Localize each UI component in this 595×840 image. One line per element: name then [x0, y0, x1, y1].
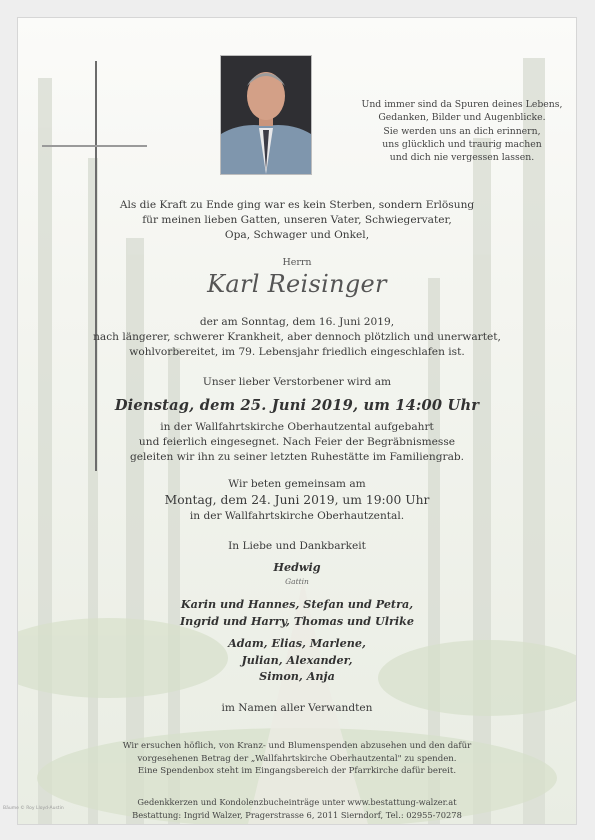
funeral-details-line: in der Wallfahrtskirche Oberhautzental aufgebahrt	[160, 421, 434, 433]
death-info-line: wohlvorbereitet, im 79. Lebensjahr friedlich eingeschlafen ist.	[129, 346, 465, 358]
obituary-card	[17, 17, 577, 825]
widow-name: Hedwig	[273, 560, 321, 574]
prayer-date: Montag, dem 24. Juni 2019, um 19:00 Uhr	[164, 493, 430, 507]
donation-line: Wir ersuchen höflich, von Kranz- und Blumenspenden abzusehen und den dafür	[122, 741, 472, 751]
death-info-line: nach längerer, schwerer Krankheit, aber dennoch plötzlich und unerwartet,	[93, 331, 501, 343]
death-info-line: der am Sonntag, dem 16. Juni 2019,	[199, 316, 395, 328]
prayer-intro: Wir beten gemeinsam am	[228, 478, 366, 490]
children-line: Karin und Hannes, Stefan und Petra,	[180, 597, 414, 611]
donation-note	[18, 740, 576, 778]
salutation: Herrn	[282, 257, 312, 268]
poem-line: und dich nie vergessen lassen.	[389, 152, 535, 164]
prayer-place: in der Wallfahrtskirche Oberhautzental.	[189, 510, 405, 522]
children-line: Ingrid und Harry, Thomas und Ulrike	[179, 613, 415, 628]
grandchildren-line: Adam, Elias, Marlene,	[228, 636, 366, 650]
intro-line: für meinen lieben Gatten, unseren Vater, Schwiegervater,	[142, 214, 452, 226]
intro-line: Als die Kraft zu Ende ging war es kein Sterben, sondern Erlösung	[119, 199, 475, 211]
mourners-closing: im Namen aller Verwandten	[221, 702, 373, 714]
funeral-details-line: und feierlich eingesegnet. Nach Feier der Begräbnismesse	[138, 436, 456, 448]
memorial-poem	[360, 98, 564, 164]
poem-line: uns glücklich und traurig machen	[382, 138, 542, 150]
intro-text	[18, 198, 576, 243]
funeral-date: Dienstag, dem 25. Juni 2019, um 14:00 Uhr	[114, 397, 480, 414]
funeral-details-line: geleiten wir ihn zu seiner letzten Ruhestätte im Familiengrab.	[129, 451, 465, 463]
grandchildren-line: Julian, Alexander,	[241, 652, 353, 667]
donation-line: vorgesehenen Betrag der „Wallfahrtskirche Oberhautzental" zu spenden.	[137, 753, 457, 764]
poem-line: Und immer sind da Spuren deines Lebens,	[361, 99, 563, 110]
image-credit: Bäume © Roy Lloyd-Austin	[3, 806, 64, 811]
poem-line: Sie werden uns an dich erinnern,	[383, 125, 541, 137]
footer-info	[18, 796, 576, 821]
grandchildren-list	[18, 635, 576, 685]
footer-line: Bestattung: Ingrid Walzer, Pragerstrasse 6, 2011 Sierndorf, Tel.: 02955-70278	[132, 809, 462, 820]
death-info	[18, 315, 576, 360]
deceased-name: Karl Reisinger	[207, 270, 387, 298]
grandchildren-line: Simon, Anja	[259, 669, 335, 683]
children-list	[18, 596, 576, 629]
poem-line: Gedanken, Bilder und Augenblicke.	[378, 112, 546, 124]
portrait-photo	[220, 55, 312, 175]
widow-role: Gattin	[285, 577, 309, 586]
funeral-intro: Unser lieber Verstorbener wird am	[202, 376, 392, 388]
cross-horizontal-bar	[42, 145, 147, 147]
mourners-heading: In Liebe und Dankbarkeit	[228, 540, 366, 552]
footer-line: Gedenkkerzen und Kondolenzbucheinträge unter www.bestattung-walzer.at	[137, 797, 457, 807]
intro-line: Opa, Schwager und Onkel,	[224, 229, 370, 241]
funeral-details	[18, 420, 576, 465]
donation-line: Eine Spendenbox steht im Eingangsbereich der Pfarrkirche dafür bereit.	[137, 766, 457, 776]
